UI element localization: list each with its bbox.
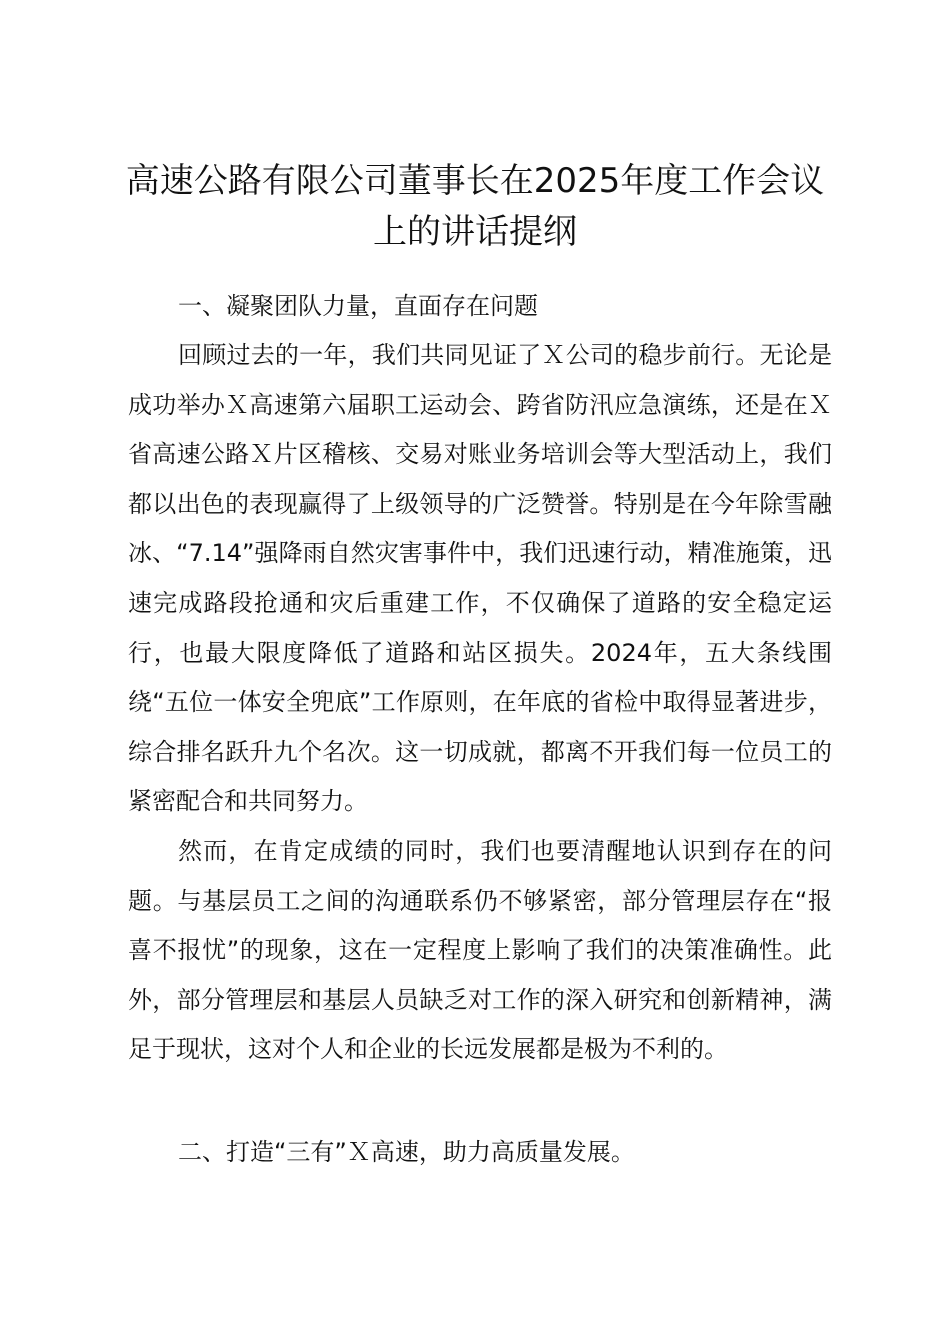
paragraph-1: 回顾过去的一年，我们共同见证了Ｘ公司的稳步前行。无论是成功举办Ｘ高速第六届职工运动会、跨省防汛应急演练，还是在Ｘ省高速公路Ｘ片区稽核、交易对账业务培训会等大型活动上，我们都以出色的表现赢得了上级领导的广泛赞誉。特别是在今年除雪融冰、“7.14”强降雨自然灾害事件中，我们迅速行动，精准施策，迅速完成路段抢通和灾后重建工作，不仅确保了道路的安全稳定运行，也最大限度降低了道路和站区损失。2024年，五大条线围绕“五位一体安全兜底”工作原则，在年底的省检中取得显著进步，综合排名跃升九个名次。这一切成就，都离不开我们每一位员工的紧密配合和共同努力。 xyxy=(128,341,832,816)
document-title: 高速公路有限公司董事长在2025年度工作会议上的讲话提纲 xyxy=(125,161,825,252)
section-heading-1: 一、凝聚团队力量，直面存在问题 xyxy=(178,292,538,320)
section-heading-2: 二、打造“三有”Ｘ高速，助力高质量发展。 xyxy=(178,1138,635,1166)
paragraph-2: 然而，在肯定成绩的同时，我们也要清醒地认识到存在的问题。与基层员工之间的沟通联系仍不够紧密，部分管理层存在“报喜不报忧”的现象，这在一定程度上影响了我们的决策准确性。此外，部分管理层和基层人员缺乏对工作的深入研究和创新精神，满足于现状，这对个人和企业的长远发展都是极为不利的。 xyxy=(128,837,832,1064)
